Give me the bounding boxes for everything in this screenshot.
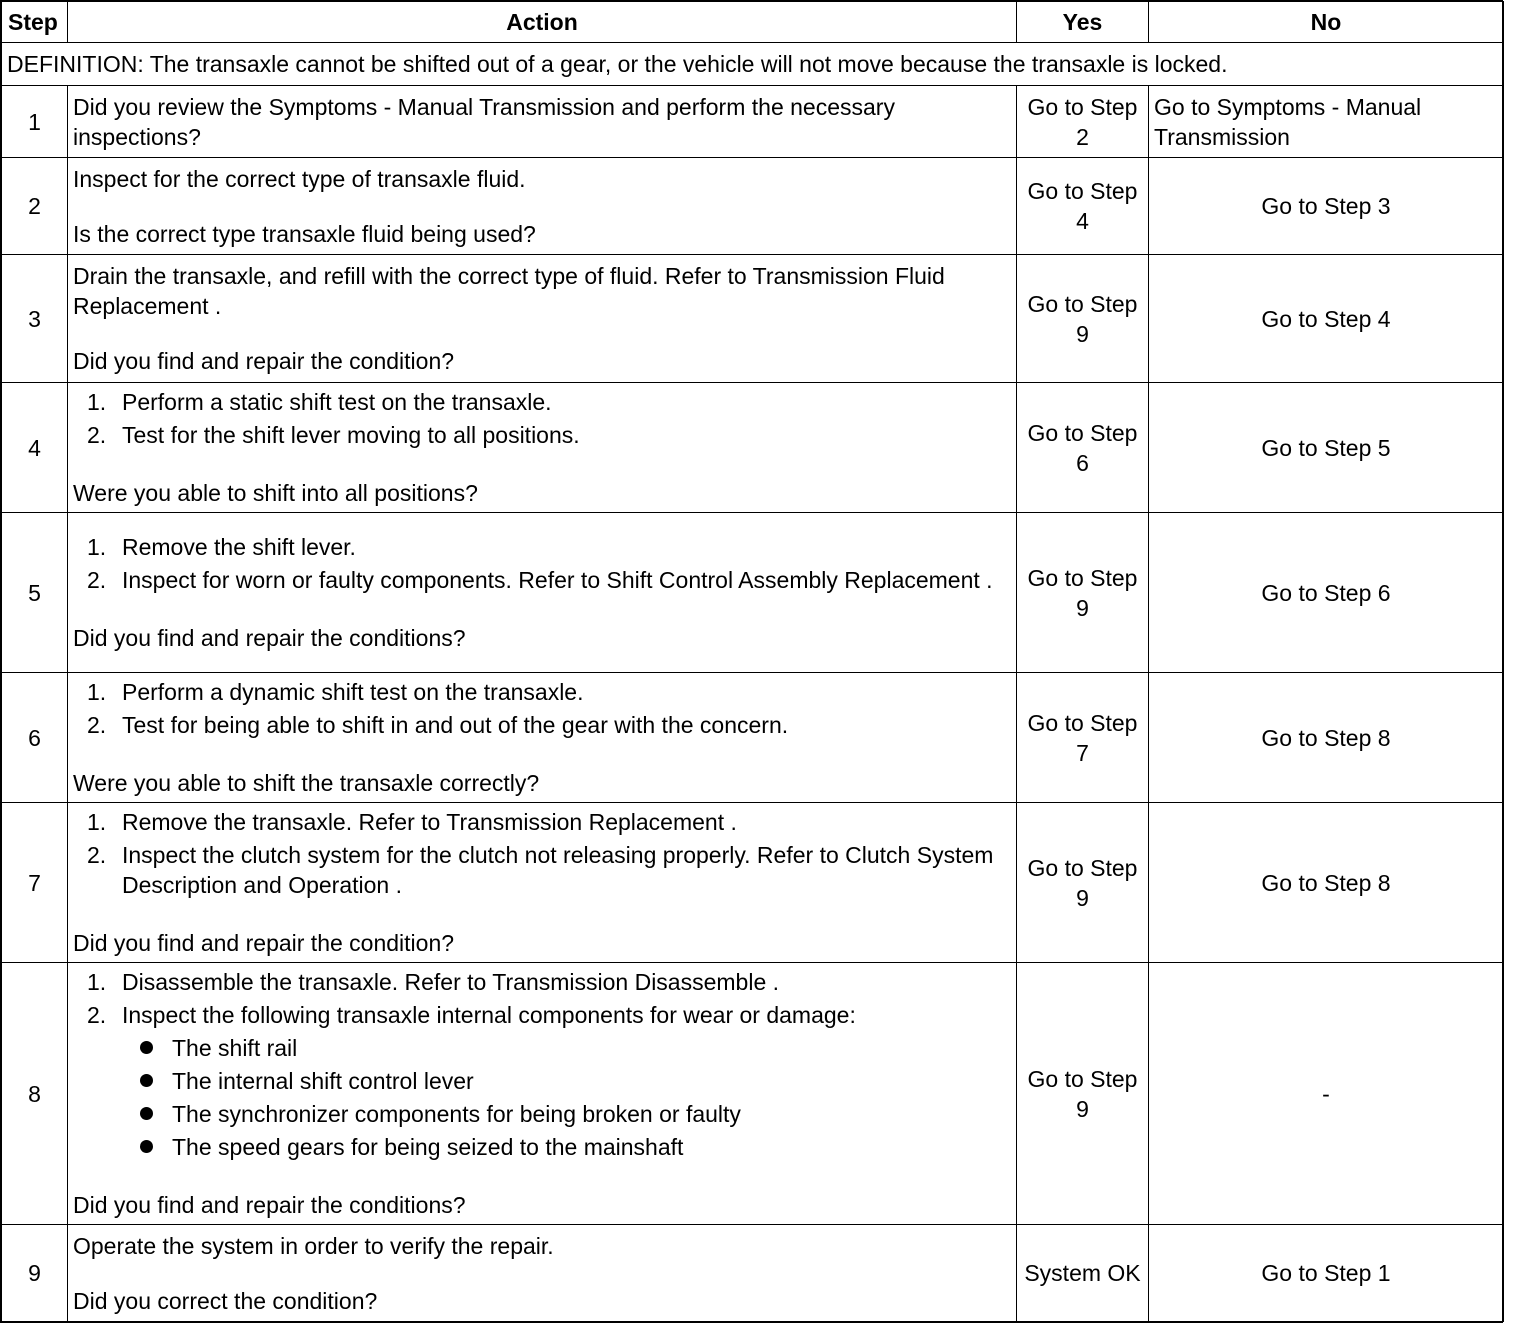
action-question: Did you find and repair the conditions? [73,1192,466,1218]
bullet-text: The internal shift control lever [172,1068,474,1094]
spacer [73,598,1011,623]
no-cell: Go to Step 6 [1149,513,1504,673]
table-row [2,803,1504,963]
action-cell [68,1225,1017,1322]
action-cell [68,86,1017,158]
bullet-icon [140,1140,153,1153]
table-row [2,673,1504,803]
definition-text: DEFINITION: The transaxle cannot be shifted out of a gear, or the vehicle will not move because the transaxle is locked. [2,43,1504,86]
no-cell: Go to Symptoms - Manual Transmission [1149,86,1504,158]
action-question: Were you able to shift the transaxle correctly? [73,770,540,796]
header-yes: Yes [1017,2,1149,43]
step-number: 4 [2,383,68,513]
list-item: 2. Inspect the clutch system for the clutch not releasing properly. Refer to Clutch System Description and Operation . [87,842,994,898]
action-question: Were you able to shift into all positions? [73,480,478,506]
list-item: 1. Remove the transaxle. Refer to Transmission Replacement . [87,809,737,835]
step-number: 8 [2,963,68,1225]
bullet-icon [140,1107,153,1120]
list-item: 1. Perform a static shift test on the transaxle. [87,389,552,415]
list-item-text: Test for being able to shift in and out of the gear with the concern. [122,712,789,738]
list-item-text: Inspect the clutch system for the clutch not releasing properly. Refer to Clutch System Description and Operation . [122,842,994,898]
yes-cell: Go to Step 4 [1017,158,1149,255]
yes-cell: Go to Step 2 [1017,86,1149,158]
yes-cell: Go to Step 9 [1017,255,1149,383]
procedure-list [73,967,1011,1162]
component-bullet-list [122,1033,1011,1162]
table-row [2,158,1504,255]
action-text: Did you review the Symptoms - Manual Transmission and perform the necessary inspections? [73,93,895,150]
spacer [73,453,1011,478]
step-number: 6 [2,673,68,803]
list-item: 1. Perform a dynamic shift test on the transaxle. [87,679,584,705]
list-item-text: Inspect for worn or faulty components. Refer to Shift Control Assembly Replacement . [122,567,993,593]
no-cell: Go to Step 4 [1149,255,1504,383]
header-action: Action [68,2,1017,43]
yes-cell: Go to Step 9 [1017,803,1149,963]
action-cell [68,158,1017,255]
list-item: 2. Test for being able to shift in and out of the gear with the concern. [87,712,789,738]
no-cell: Go to Step 5 [1149,383,1504,513]
action-question: Did you find and repair the conditions? [73,625,466,651]
action-text: Operate the system in order to verify the repair. [73,1232,554,1259]
header-step: Step [2,2,68,43]
step-number: 7 [2,803,68,963]
spacer [73,194,1011,219]
action-question: Did you find and repair the condition? [73,348,455,374]
action-text: Drain the transaxle, and refill with the correct type of fluid. Refer to Transmission Fluid Replacement . [73,263,945,319]
header-row [2,2,1504,43]
step-number: 9 [2,1225,68,1322]
bullet-item [122,1066,1011,1096]
bullet-item [122,1033,1011,1063]
header-no: No [1149,2,1504,43]
list-item-text: Perform a static shift test on the transaxle. [122,389,552,415]
bullet-text: The synchronizer components for being broken or faulty [172,1101,741,1127]
procedure-list [73,387,1011,450]
yes-cell: Go to Step 9 [1017,513,1149,673]
bullet-text: The shift rail [172,1035,298,1061]
bullet-item [122,1099,1011,1129]
table-row [2,86,1504,158]
procedure-list [73,677,1011,740]
table-row [2,1225,1504,1322]
procedure-list [73,532,1011,595]
action-cell [68,255,1017,383]
procedure-list [73,807,1011,900]
table-row [2,255,1504,383]
no-cell: Go to Step 8 [1149,803,1504,963]
list-item: 2. Inspect the following transaxle internal components for wear or damage: The shift rail The internal shift control lever The synchronizer components for being broken or faulty The speed gears for being seized to the mainshaft [73,1000,1011,1162]
action-cell [68,803,1017,963]
list-item-text: Remove the transaxle. Refer to Transmission Replacement . [122,809,737,835]
spacer [73,903,1011,928]
table-row [2,383,1504,513]
no-cell: Go to Step 1 [1149,1225,1504,1322]
action-cell [68,963,1017,1225]
action-question: Is the correct type transaxle fluid being used? [73,220,536,247]
action-text: Inspect for the correct type of transaxle fluid. [73,165,526,192]
action-question: Did you find and repair the condition? [73,930,455,956]
list-item: 1. Remove the shift lever. [87,534,356,560]
table-row [2,963,1504,1225]
bullet-icon [140,1074,153,1087]
bullet-text: The speed gears for being seized to the mainshaft [172,1134,684,1160]
step-number: 2 [2,158,68,255]
spacer [73,1261,1011,1286]
spacer [73,743,1011,768]
table-row [2,513,1504,673]
yes-cell: Go to Step 9 [1017,963,1149,1225]
no-cell: Go to Step 3 [1149,158,1504,255]
bullet-icon [140,1041,153,1054]
yes-cell: System OK [1017,1225,1149,1322]
action-cell [68,673,1017,803]
list-item: 2. Test for the shift lever moving to all positions. [87,422,580,448]
step-number: 3 [2,255,68,383]
spacer [73,321,1011,346]
diagnostic-table [1,1,1504,1322]
no-cell: Go to Step 8 [1149,673,1504,803]
definition-row [2,43,1504,86]
step-number: 1 [2,86,68,158]
yes-cell: Go to Step 7 [1017,673,1149,803]
no-cell: - [1149,963,1504,1225]
bullet-item [122,1132,1011,1162]
list-item-text: Inspect the following transaxle internal components for wear or damage: [122,1002,856,1028]
action-question: Did you correct the condition? [73,1287,378,1314]
list-item-text: Test for the shift lever moving to all positions. [122,422,580,448]
list-item-text: Disassemble the transaxle. Refer to Transmission Disassemble . [122,969,780,995]
spacer [73,1165,1011,1190]
action-cell [68,383,1017,513]
action-cell [68,513,1017,673]
list-item: 1. Disassemble the transaxle. Refer to Transmission Disassemble . [87,969,780,995]
step-number: 5 [2,513,68,673]
list-item-text: Remove the shift lever. [122,534,356,560]
list-item-text: Perform a dynamic shift test on the transaxle. [122,679,584,705]
yes-cell: Go to Step 6 [1017,383,1149,513]
list-item: 2. Inspect for worn or faulty components. Refer to Shift Control Assembly Replacement . [87,567,993,593]
